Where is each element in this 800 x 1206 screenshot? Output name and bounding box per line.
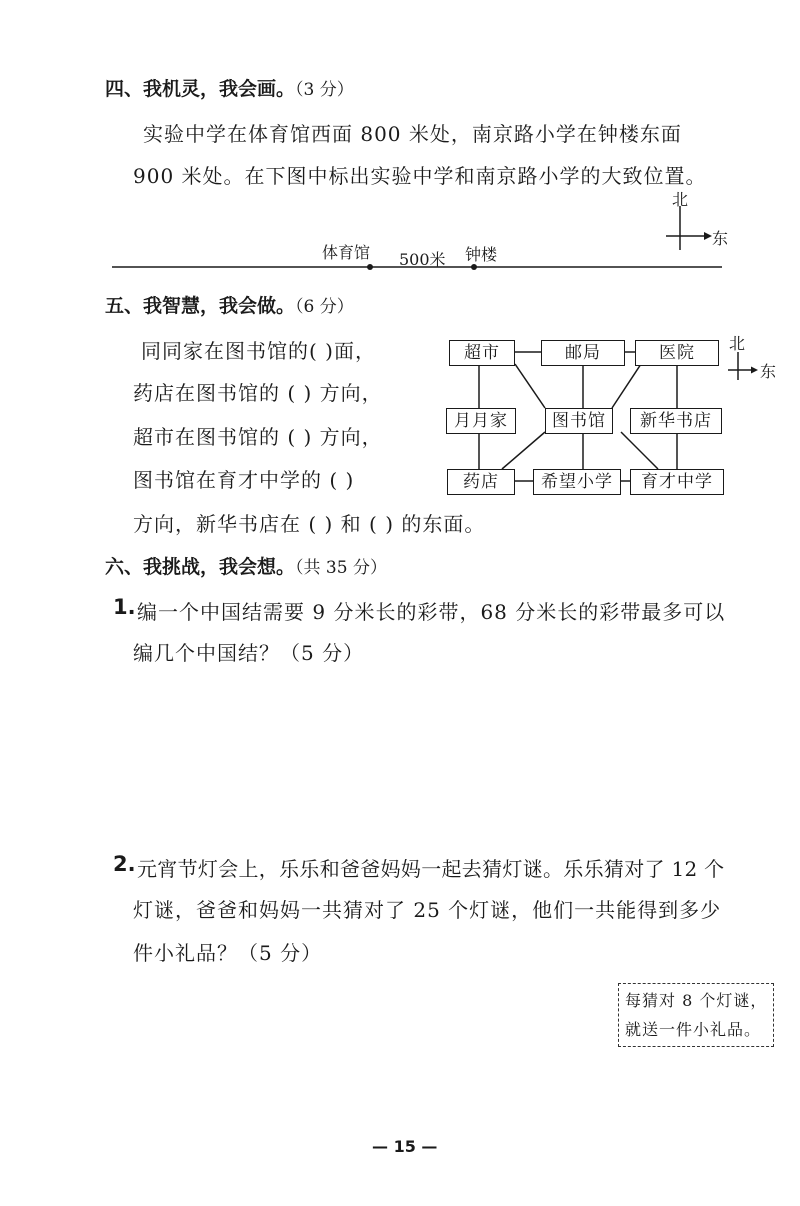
section4-text-line2: 900 米处。在下图中标出实验中学和南京路小学的大致位置。 xyxy=(133,164,707,188)
section5-points: （6 分） xyxy=(295,297,354,317)
q2-line3: 件小礼品？（5 分） xyxy=(133,941,323,965)
q2-line1: 元宵节灯会上，乐乐和爸爸妈妈一起去猜灯谜。乐乐猜对了 12 个 xyxy=(137,857,725,881)
section5-line3: 超市在图书馆的 ( ) 方向， xyxy=(133,425,383,449)
section4-title: 四、我机灵，我会画。 xyxy=(105,78,296,100)
q1-line1: 编一个中国结需要 9 分米长的彩带，68 分米长的彩带最多可以 xyxy=(137,600,726,624)
hint-line2: 就送一件小礼品。 xyxy=(625,1020,762,1039)
map-box-hope-primary: 希望小学 xyxy=(533,469,621,495)
section5-line5: 方向，新华书店在 ( ) 和 ( ) 的东面。 xyxy=(133,512,486,536)
map-compass-east-label: 东 xyxy=(760,362,777,381)
map-box-xinhua-bookstore: 新华书店 xyxy=(630,408,722,434)
section4-points: （3 分） xyxy=(295,80,354,100)
map-connectors xyxy=(0,0,800,520)
page-number: — 15 — xyxy=(372,1137,438,1156)
section5-title: 五、我智慧，我会做。 xyxy=(105,295,296,317)
section6-points: （共 35 分） xyxy=(295,558,387,578)
section5-line4: 图书馆在育才中学的 ( ) xyxy=(133,468,355,492)
map-box-yueyue-home: 月月家 xyxy=(446,408,516,434)
q1-number: 1. xyxy=(113,595,136,619)
map-compass-north-label: 北 xyxy=(729,334,746,353)
map-box-pharmacy: 药店 xyxy=(447,469,515,495)
map-box-library: 图书馆 xyxy=(545,408,613,434)
map-box-supermarket: 超市 xyxy=(449,340,515,366)
q1-line2: 编几个中国结？（5 分） xyxy=(133,641,365,665)
map-box-hospital: 医院 xyxy=(635,340,719,366)
map-box-post-office: 邮局 xyxy=(541,340,625,366)
q2-number: 2. xyxy=(113,852,136,876)
hint-line1: 每猜对 8 个灯谜， xyxy=(625,991,768,1010)
section5-line1: 同同家在图书馆的( )面， xyxy=(141,339,376,363)
compass-east-label: 东 xyxy=(712,229,729,248)
road-label-gym: 体育馆 xyxy=(322,243,371,262)
compass-north-label: 北 xyxy=(672,190,689,209)
hint-box xyxy=(618,983,774,1047)
road-label-distance: 500米 xyxy=(399,250,446,269)
section4-text-line1: 实验中学在体育馆西面 800 米处，南京路小学在钟楼东面 xyxy=(143,122,682,146)
q2-line2: 灯谜，爸爸和妈妈一共猜对了 25 个灯谜，他们一共能得到多少 xyxy=(133,898,722,922)
section5-line2: 药店在图书馆的 ( ) 方向， xyxy=(133,381,383,405)
section6-title: 六、我挑战，我会想。 xyxy=(105,556,296,578)
road-label-tower: 钟楼 xyxy=(465,245,498,264)
map-box-yucai-middle: 育才中学 xyxy=(630,469,724,495)
section6-heading xyxy=(105,552,387,579)
